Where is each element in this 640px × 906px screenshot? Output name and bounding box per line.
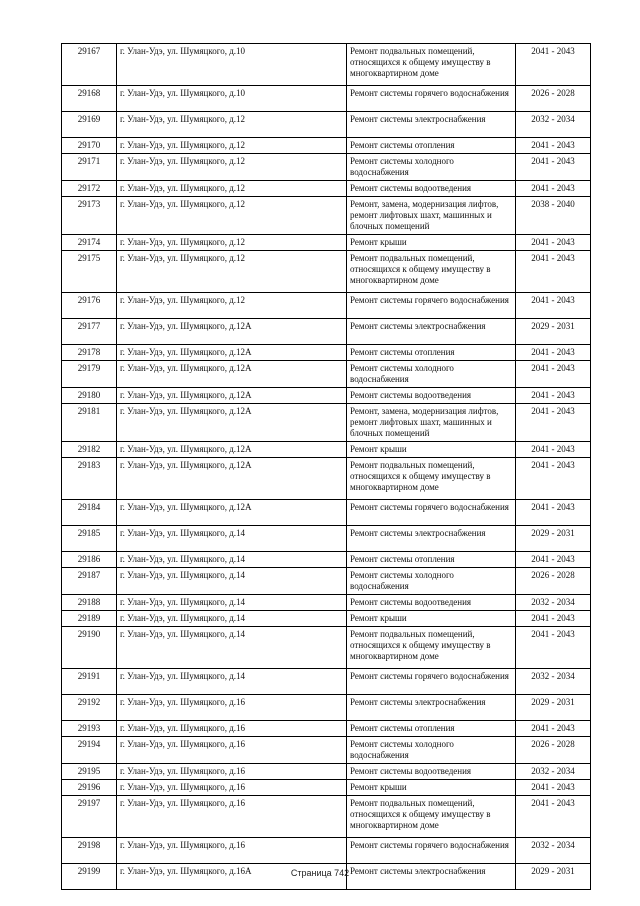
period-cell: 2041 - 2043 — [516, 388, 591, 404]
period-cell: 2041 - 2043 — [516, 552, 591, 568]
table-row — [62, 764, 591, 780]
period-cell: 2041 - 2043 — [516, 251, 591, 293]
period-cell: 2041 - 2043 — [516, 345, 591, 361]
row-number-cell: 29188 — [62, 595, 117, 611]
row-number-cell: 29179 — [62, 361, 117, 388]
work-type-cell: Ремонт крыши — [347, 235, 516, 251]
address-cell: г. Улан-Удэ, ул. Шумяцкого, д.12 — [117, 154, 347, 181]
address-cell: г. Улан-Удэ, ул. Шумяцкого, д.12А — [117, 388, 347, 404]
row-number-cell: 29195 — [62, 764, 117, 780]
row-number-cell: 29193 — [62, 721, 117, 737]
work-type-cell: Ремонт подвальных помещений, относящихся к общему имуществу в многоквартирном доме — [347, 627, 516, 669]
table-row — [62, 780, 591, 796]
table-row — [62, 86, 591, 112]
address-cell: г. Улан-Удэ, ул. Шумяцкого, д.16 — [117, 764, 347, 780]
table-row — [62, 197, 591, 235]
work-type-cell: Ремонт системы холодного водоснабжения — [347, 361, 516, 388]
row-number-cell: 29189 — [62, 611, 117, 627]
period-cell: 2032 - 2034 — [516, 112, 591, 138]
table-row — [62, 404, 591, 442]
period-cell: 2038 - 2040 — [516, 197, 591, 235]
work-type-cell: Ремонт системы отопления — [347, 138, 516, 154]
table-row — [62, 251, 591, 293]
period-cell: 2029 - 2031 — [516, 319, 591, 345]
table-row — [62, 796, 591, 838]
row-number-cell: 29196 — [62, 780, 117, 796]
table-row — [62, 595, 591, 611]
row-number-cell: 29173 — [62, 197, 117, 235]
work-type-cell: Ремонт системы холодного водоснабжения — [347, 737, 516, 764]
address-cell: г. Улан-Удэ, ул. Шумяцкого, д.10 — [117, 44, 347, 86]
table-row — [62, 345, 591, 361]
table-row — [62, 361, 591, 388]
address-cell: г. Улан-Удэ, ул. Шумяцкого, д.12А — [117, 404, 347, 442]
table-row — [62, 669, 591, 695]
table-row — [62, 721, 591, 737]
work-type-cell: Ремонт, замена, модернизация лифтов, ремонт лифтовых шахт, машинных и блочных помещений — [347, 197, 516, 235]
row-number-cell: 29178 — [62, 345, 117, 361]
row-number-cell: 29180 — [62, 388, 117, 404]
period-cell: 2041 - 2043 — [516, 442, 591, 458]
work-type-cell: Ремонт системы холодного водоснабжения — [347, 154, 516, 181]
period-cell: 2041 - 2043 — [516, 500, 591, 526]
row-number-cell: 29175 — [62, 251, 117, 293]
period-cell: 2041 - 2043 — [516, 458, 591, 500]
row-number-cell: 29198 — [62, 838, 117, 864]
table-row — [62, 44, 591, 86]
row-number-cell: 29199 — [62, 864, 117, 890]
work-type-cell: Ремонт системы электроснабжения — [347, 695, 516, 721]
table-row — [62, 112, 591, 138]
work-type-cell: Ремонт системы электроснабжения — [347, 526, 516, 552]
period-cell: 2041 - 2043 — [516, 627, 591, 669]
table-row — [62, 154, 591, 181]
work-type-cell: Ремонт системы горячего водоснабжения — [347, 293, 516, 319]
work-type-cell: Ремонт системы водоотведения — [347, 764, 516, 780]
row-number-cell: 29194 — [62, 737, 117, 764]
row-number-cell: 29186 — [62, 552, 117, 568]
period-cell: 2041 - 2043 — [516, 293, 591, 319]
address-cell: г. Улан-Удэ, ул. Шумяцкого, д.10 — [117, 86, 347, 112]
row-number-cell: 29191 — [62, 669, 117, 695]
period-cell: 2041 - 2043 — [516, 361, 591, 388]
row-number-cell: 29176 — [62, 293, 117, 319]
period-cell: 2032 - 2034 — [516, 764, 591, 780]
row-number-cell: 29174 — [62, 235, 117, 251]
work-type-cell: Ремонт системы электроснабжения — [347, 112, 516, 138]
period-cell: 2041 - 2043 — [516, 235, 591, 251]
row-number-cell: 29192 — [62, 695, 117, 721]
address-cell: г. Улан-Удэ, ул. Шумяцкого, д.14 — [117, 627, 347, 669]
row-number-cell: 29183 — [62, 458, 117, 500]
address-cell: г. Улан-Удэ, ул. Шумяцкого, д.14 — [117, 611, 347, 627]
work-type-cell: Ремонт крыши — [347, 611, 516, 627]
table-row — [62, 500, 591, 526]
table-row — [62, 293, 591, 319]
period-cell: 2032 - 2034 — [516, 669, 591, 695]
work-type-cell: Ремонт системы горячего водоснабжения — [347, 500, 516, 526]
period-cell: 2041 - 2043 — [516, 611, 591, 627]
table-row — [62, 138, 591, 154]
address-cell: г. Улан-Удэ, ул. Шумяцкого, д.12А — [117, 345, 347, 361]
period-cell: 2041 - 2043 — [516, 44, 591, 86]
row-number-cell: 29197 — [62, 796, 117, 838]
address-cell: г. Улан-Удэ, ул. Шумяцкого, д.12А — [117, 319, 347, 345]
work-type-cell: Ремонт системы водоотведения — [347, 595, 516, 611]
table-row — [62, 442, 591, 458]
address-cell: г. Улан-Удэ, ул. Шумяцкого, д.16А — [117, 864, 347, 890]
table-row — [62, 181, 591, 197]
period-cell: 2041 - 2043 — [516, 796, 591, 838]
work-type-cell: Ремонт подвальных помещений, относящихся к общему имуществу в многоквартирном доме — [347, 251, 516, 293]
work-type-cell: Ремонт крыши — [347, 780, 516, 796]
address-cell: г. Улан-Удэ, ул. Шумяцкого, д.12 — [117, 181, 347, 197]
row-number-cell: 29172 — [62, 181, 117, 197]
address-cell: г. Улан-Удэ, ул. Шумяцкого, д.16 — [117, 780, 347, 796]
table-row — [62, 526, 591, 552]
row-number-cell: 29181 — [62, 404, 117, 442]
address-cell: г. Улан-Удэ, ул. Шумяцкого, д.14 — [117, 669, 347, 695]
row-number-cell: 29185 — [62, 526, 117, 552]
period-cell: 2029 - 2031 — [516, 695, 591, 721]
address-cell: г. Улан-Удэ, ул. Шумяцкого, д.12А — [117, 458, 347, 500]
work-type-cell: Ремонт системы водоотведения — [347, 181, 516, 197]
row-number-cell: 29171 — [62, 154, 117, 181]
period-cell: 2029 - 2031 — [516, 526, 591, 552]
period-cell: 2026 - 2028 — [516, 737, 591, 764]
work-type-cell: Ремонт подвальных помещений, относящихся к общему имуществу в многоквартирном доме — [347, 796, 516, 838]
table-row — [62, 319, 591, 345]
page-number: Страница 742 — [290, 868, 350, 878]
address-cell: г. Улан-Удэ, ул. Шумяцкого, д.12 — [117, 197, 347, 235]
work-type-cell: Ремонт системы отопления — [347, 721, 516, 737]
work-type-cell: Ремонт подвальных помещений, относящихся к общему имуществу в многоквартирном доме — [347, 44, 516, 86]
period-cell: 2032 - 2034 — [516, 595, 591, 611]
row-number-cell: 29169 — [62, 112, 117, 138]
address-cell: г. Улан-Удэ, ул. Шумяцкого, д.12 — [117, 293, 347, 319]
address-cell: г. Улан-Удэ, ул. Шумяцкого, д.16 — [117, 796, 347, 838]
address-cell: г. Улан-Удэ, ул. Шумяцкого, д.14 — [117, 526, 347, 552]
period-cell: 2041 - 2043 — [516, 138, 591, 154]
period-cell: 2041 - 2043 — [516, 721, 591, 737]
row-number-cell: 29170 — [62, 138, 117, 154]
table-row — [62, 611, 591, 627]
period-cell: 2026 - 2028 — [516, 86, 591, 112]
row-number-cell: 29190 — [62, 627, 117, 669]
table-row — [62, 695, 591, 721]
repair-schedule-table — [61, 43, 591, 890]
address-cell: г. Улан-Удэ, ул. Шумяцкого, д.12 — [117, 251, 347, 293]
work-type-cell: Ремонт системы отопления — [347, 552, 516, 568]
work-type-cell: Ремонт системы электроснабжения — [347, 864, 516, 890]
address-cell: г. Улан-Удэ, ул. Шумяцкого, д.12 — [117, 235, 347, 251]
table-row — [62, 388, 591, 404]
table-row — [62, 838, 591, 864]
work-type-cell: Ремонт системы горячего водоснабжения — [347, 669, 516, 695]
table-row — [62, 458, 591, 500]
address-cell: г. Улан-Удэ, ул. Шумяцкого, д.16 — [117, 721, 347, 737]
work-type-cell: Ремонт системы горячего водоснабжения — [347, 86, 516, 112]
address-cell: г. Улан-Удэ, ул. Шумяцкого, д.12А — [117, 500, 347, 526]
row-number-cell: 29187 — [62, 568, 117, 595]
work-type-cell: Ремонт системы водоотведения — [347, 388, 516, 404]
work-type-cell: Ремонт системы холодного водоснабжения — [347, 568, 516, 595]
work-type-cell: Ремонт подвальных помещений, относящихся к общему имуществу в многоквартирном доме — [347, 458, 516, 500]
row-number-cell: 29182 — [62, 442, 117, 458]
address-cell: г. Улан-Удэ, ул. Шумяцкого, д.16 — [117, 695, 347, 721]
row-number-cell: 29177 — [62, 319, 117, 345]
period-cell: 2041 - 2043 — [516, 404, 591, 442]
row-number-cell: 29167 — [62, 44, 117, 86]
address-cell: г. Улан-Удэ, ул. Шумяцкого, д.12 — [117, 112, 347, 138]
table-row — [62, 235, 591, 251]
address-cell: г. Улан-Удэ, ул. Шумяцкого, д.16 — [117, 838, 347, 864]
period-cell: 2026 - 2028 — [516, 568, 591, 595]
period-cell: 2041 - 2043 — [516, 181, 591, 197]
work-type-cell: Ремонт системы электроснабжения — [347, 319, 516, 345]
period-cell: 2032 - 2034 — [516, 838, 591, 864]
address-cell: г. Улан-Удэ, ул. Шумяцкого, д.12А — [117, 361, 347, 388]
work-type-cell: Ремонт, замена, модернизация лифтов, ремонт лифтовых шахт, машинных и блочных помещений — [347, 404, 516, 442]
table-row — [62, 627, 591, 669]
address-cell: г. Улан-Удэ, ул. Шумяцкого, д.12 — [117, 138, 347, 154]
table-body — [62, 44, 591, 890]
address-cell: г. Улан-Удэ, ул. Шумяцкого, д.12А — [117, 442, 347, 458]
address-cell: г. Улан-Удэ, ул. Шумяцкого, д.14 — [117, 552, 347, 568]
row-number-cell: 29168 — [62, 86, 117, 112]
table-row — [62, 737, 591, 764]
table-row — [62, 552, 591, 568]
period-cell: 2041 - 2043 — [516, 780, 591, 796]
address-cell: г. Улан-Удэ, ул. Шумяцкого, д.14 — [117, 595, 347, 611]
table-row — [62, 568, 591, 595]
period-cell: 2029 - 2031 — [516, 864, 591, 890]
address-cell: г. Улан-Удэ, ул. Шумяцкого, д.16 — [117, 737, 347, 764]
period-cell: 2041 - 2043 — [516, 154, 591, 181]
work-type-cell: Ремонт системы горячего водоснабжения — [347, 838, 516, 864]
work-type-cell: Ремонт системы отопления — [347, 345, 516, 361]
work-type-cell: Ремонт крыши — [347, 442, 516, 458]
row-number-cell: 29184 — [62, 500, 117, 526]
address-cell: г. Улан-Удэ, ул. Шумяцкого, д.14 — [117, 568, 347, 595]
